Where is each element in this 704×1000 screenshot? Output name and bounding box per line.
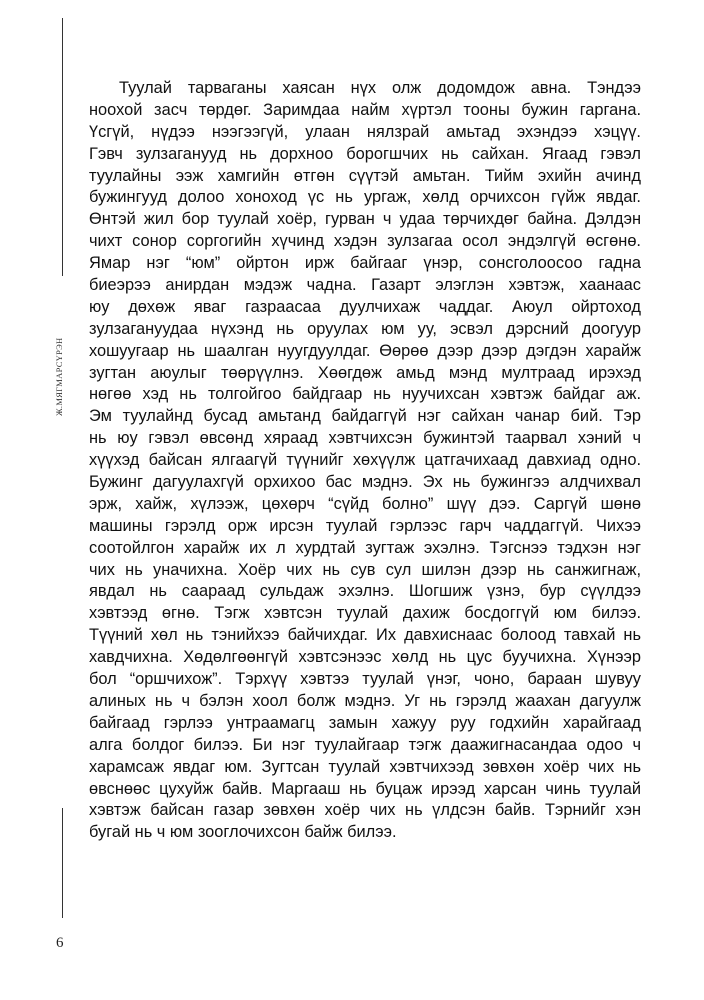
text-line: юу дөхөж яваг газраасаа дуулчихаж чаддаг. Аюул ойртоход [89,297,641,316]
text-line: эрж, хайж, хүлээж, цөхөрч “сүйд болно” шүү дээ. Саргүй шөнө [89,494,641,513]
text-line: хэвтэж байсан газар зөвхөн хоёр чих нь үлдсэн байв. Тэрнийг хэн [89,801,641,820]
text-line: соотойлгон харайж их л хурдтай зугтаж эхэлнэ. Тэгснээ тэдхэн нэг [89,538,641,557]
text-line: хавдчихна. Хөдөлгөөнгүй хэвтсэнээс хөлд нь цус буучихна. Хүнээр [89,648,641,667]
text-line: харамсаж явдаг юм. Зугтсан туулай хэвтчихээд зөвхөн хоёр чих нь [89,757,641,776]
text-line: бужингууд долоо хоноход үс нь ургаж, хөлд орчихсон гүйж явдаг. [89,188,641,207]
text-line: чихт сонор соргогийн хүчинд хэдэн зулзагаа осол эндэлгүй өсгөнө. [89,232,641,251]
text-line: Эм туулайнд бусад амьтанд байдаггүй нэг сайхан чанар бий. Тэр [89,407,641,426]
text-line: Өнтэй жил бор туулай хоёр, гурван ч удаа төрчихдөг байна. Дэлдэн [89,210,641,229]
text-line: бугай нь ч юм зооглочихсон байж билээ. [89,823,397,842]
text-line: явдал нь саараад сульдаж эхэлнэ. Шогшиж үзнэ, бур сүүлдээ [89,582,641,601]
body-paragraph [89,78,641,844]
text-line: хошуугаар нь шаалган нуугдуулдаг. Өөрөө дээр дээр дэгдэн харайж [89,341,641,360]
text-line: туулайны ээж хамгийн өтгөн сүүтэй амьтан. Тийм эхийн ачинд [89,166,641,185]
text-line: Түүний хөл нь тэнийхээ байчихдаг. Их давхиснаас болоод тавхай нь [89,626,641,645]
text-line: чих нь уначихна. Хоёр чих нь сув сул шилэн дээр нь санжигнаж, [89,560,641,579]
margin-rule-top [62,18,63,276]
page-number: 6 [56,935,64,951]
text-line: ноохой засч төрдөг. Заримдаа найм хүртэл тооны бужин гаргана. [89,100,641,119]
text-line: Гэвч зулзаганууд нь дорхноо борогшчих нь сайхан. Ягаад гэвэл [89,144,641,163]
text-line: нөгөө хэд нь толгойгоо байдгаар нь нуучихсан хэвтэж байдаг аж. [89,385,641,404]
text-line: байгаад гэрлээ унтраамагц замын хажуу руу годхийн харайгаад [89,713,641,732]
text-line: зугтан аюулыг төөрүүлнэ. Хөөгдөж амьд мэнд мултраад ирэхэд [89,363,641,382]
text-line: өвснөөс цухуйж байв. Маргааш нь буцаж ирээд харсан чинь туулай [89,779,641,798]
text-line: зулзагануудаа нүхэнд нь оруулах юм уу, эсвэл дэрсний доогуур [89,319,641,338]
text-line: Үсгүй, нүдээ нээгээгүй, улаан нялзрай амьтад эхэндээ хэцүү. [89,122,641,141]
text-line: бол “оршчихож”. Тэрхүү хэвтээ туулай үнэг, чоно, бараан шувуу [89,670,641,689]
text-line: машины гэрэлд орж ирсэн туулай гэрлээс гарч чаддаггүй. Чихээ [89,516,641,535]
margin-rule-bottom [62,808,63,918]
running-author: Ж.МЯГМАРСҮРЭН [54,337,64,416]
text-line: хүүхэд байсан ялгаагүй түүнийг хөхүүлж цатгачихаад давхиад одно. [89,451,641,470]
text-line: алиных нь ч бэлэн хоол болж мэднэ. Уг нь гэрэлд жаахан дагуулж [89,691,641,710]
text-line: биеэрээ анирдан мэдэж чадна. Газарт элэглэн хэвтэж, хаанаас [89,276,641,295]
text-line: нь юу гэвэл өвсөнд хяраад хэвтчихсэн бужинтэй таарвал хэний ч [89,429,641,448]
text-line: Бужинг дагуулахгүй орхихоо бас мэднэ. Эх нь бужингээ алдчихвал [89,473,641,492]
text-line: хэвтээд өгнө. Тэгж хэвтсэн туулай дахиж босдоггүй юм билээ. [89,604,641,623]
text-line: алга болдог билээ. Би нэг туулайгаар тэгж даажигнасандаа одоо ч [89,735,641,754]
text-line: Туулай тарваганы хаясан нүх олж додомдож авна. Тэндээ [119,79,641,97]
text-line: Ямар нэг “юм” ойртон ирж байгааг үнэр, сонсголоосоо гадна [89,254,641,273]
